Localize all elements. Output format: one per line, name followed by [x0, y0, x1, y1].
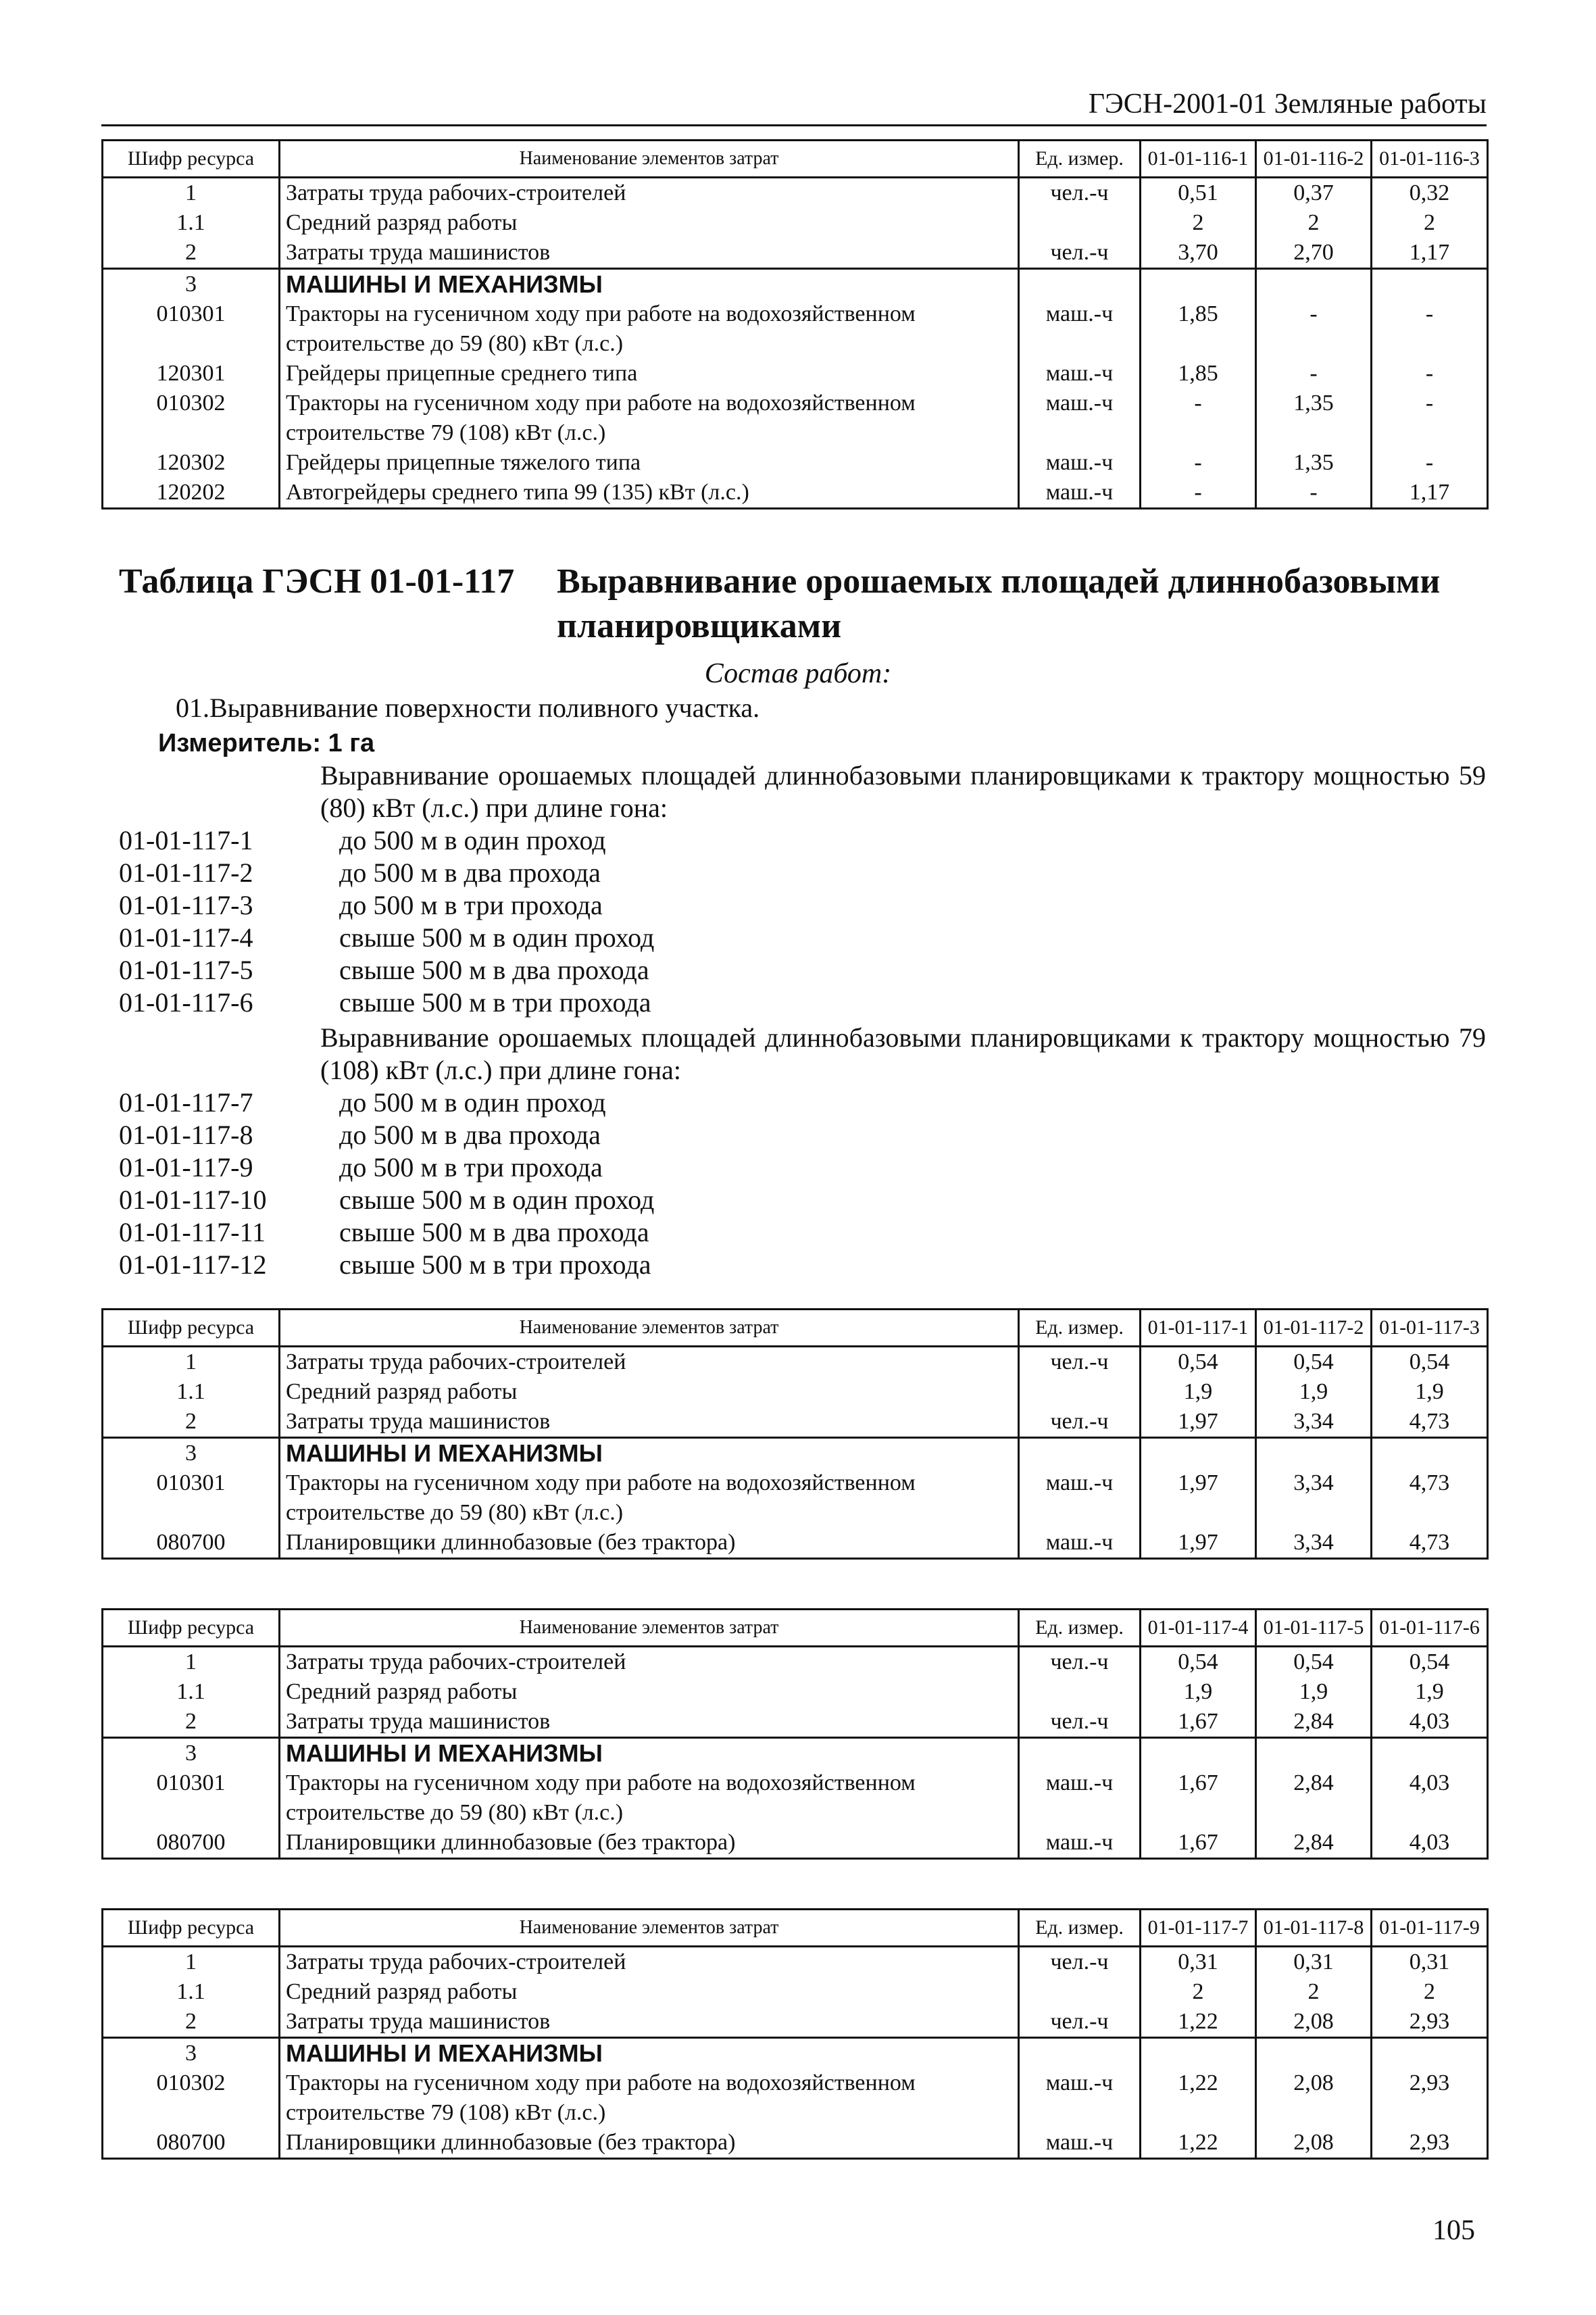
table-row: [103, 178, 1488, 209]
value-cell-2: 1,9: [1256, 1377, 1372, 1407]
value-cell-1: 1,22: [1141, 2068, 1256, 2128]
value-cell-1: 1,97: [1141, 1468, 1256, 1528]
table-row: [103, 238, 1488, 269]
resource-code-cell: 3: [103, 2038, 280, 2069]
unit-cell: маш.-ч: [1019, 2068, 1141, 2128]
unit-cell: чел.-ч: [1019, 1407, 1141, 1438]
resource-code-cell: 010301: [103, 1468, 280, 1528]
value-cell-1: 3,70: [1141, 238, 1256, 269]
unit-cell: чел.-ч: [1019, 2007, 1141, 2038]
value-cell-2: [1256, 1438, 1372, 1469]
resource-code-cell: 2: [103, 1407, 280, 1438]
header-col-3: 01-01-117-6: [1372, 1610, 1488, 1647]
resource-name-cell: Планировщики длиннобазовые (без трактора): [280, 1828, 1019, 1859]
value-cell-3: 1,9: [1372, 1377, 1488, 1407]
value-cell-3: 0,54: [1372, 1647, 1488, 1678]
value-cell-1: -: [1141, 448, 1256, 478]
resource-code-cell: 010301: [103, 1768, 280, 1828]
norm-code: 01-01-117-3: [119, 890, 253, 920]
value-cell-3: 2: [1372, 208, 1488, 238]
header-code: Шифр ресурса: [103, 1310, 280, 1347]
table-row: [103, 2007, 1488, 2038]
resource-code-cell: 1: [103, 178, 280, 209]
value-cell-1: 1,67: [1141, 1707, 1256, 1738]
header-col-3: 01-01-117-9: [1372, 1910, 1488, 1947]
table-row: [103, 1947, 1488, 1978]
value-cell-3: -: [1372, 359, 1488, 389]
resource-code-cell: 120202: [103, 478, 280, 509]
value-cell-3: 2,93: [1372, 2007, 1488, 2038]
table-row: [103, 1407, 1488, 1438]
value-cell-3: 4,73: [1372, 1528, 1488, 1559]
resource-code-cell: 3: [103, 1738, 280, 1769]
norm-text: свыше 500 м в один проход: [339, 1185, 655, 1215]
header-col-3: 01-01-116-3: [1372, 141, 1488, 178]
table-header-row: [103, 141, 1488, 178]
value-cell-1: [1141, 1438, 1256, 1469]
resource-name-cell: Планировщики длиннобазовые (без трактора): [280, 2128, 1019, 2159]
unit-cell: чел.-ч: [1019, 1647, 1141, 1678]
resource-name-cell: Средний разряд работы: [280, 208, 1019, 238]
table-number: Таблица ГЭСН 01-01-117: [119, 562, 515, 601]
resource-name-cell: МАШИНЫ И МЕХАНИЗМЫ: [280, 2038, 1019, 2069]
resource-name-cell: Тракторы на гусеничном ходу при работе на водохозяйственном строительстве до 59 (80) кВт (л.с.): [280, 1468, 1019, 1528]
resource-name-cell: Средний разряд работы: [280, 1677, 1019, 1707]
value-cell-2: [1256, 269, 1372, 300]
header-name: Наименование элементов затрат: [280, 1310, 1019, 1347]
unit-cell: маш.-ч: [1019, 2128, 1141, 2159]
norm-text: до 500 м в два прохода: [339, 857, 601, 888]
value-cell-2: 0,54: [1256, 1647, 1372, 1678]
value-cell-1: -: [1141, 478, 1256, 509]
table-row: [103, 1347, 1488, 1378]
resource-code-cell: 3: [103, 269, 280, 300]
resource-code-cell: 120302: [103, 448, 280, 478]
value-cell-2: 1,35: [1256, 389, 1372, 448]
resource-code-cell: 1.1: [103, 1977, 280, 2007]
table-row: [103, 448, 1488, 478]
table-row: [103, 1468, 1488, 1528]
value-cell-3: 1,9: [1372, 1677, 1488, 1707]
resource-name-cell: МАШИНЫ И МЕХАНИЗМЫ: [280, 1738, 1019, 1769]
work-item: 01.Выравнивание поверхности поливного участка.: [176, 693, 760, 723]
header-col-2: 01-01-117-2: [1256, 1310, 1372, 1347]
header-col-1: 01-01-117-1: [1141, 1310, 1256, 1347]
value-cell-3: -: [1372, 389, 1488, 448]
value-cell-1: 2: [1141, 1977, 1256, 2007]
header-code: Шифр ресурса: [103, 141, 280, 178]
unit-cell: маш.-ч: [1019, 448, 1141, 478]
resource-table-116: [101, 139, 1489, 509]
header-col-1: 01-01-117-4: [1141, 1610, 1256, 1647]
value-cell-3: [1372, 2038, 1488, 2069]
value-cell-3: 4,73: [1372, 1468, 1488, 1528]
resource-name-cell: Затраты труда машинистов: [280, 238, 1019, 269]
resource-code-cell: 1.1: [103, 1377, 280, 1407]
value-cell-2: 0,54: [1256, 1347, 1372, 1378]
resource-code-cell: 010302: [103, 389, 280, 448]
value-cell-2: 3,34: [1256, 1407, 1372, 1438]
unit-cell: [1019, 1677, 1141, 1707]
value-cell-1: [1141, 269, 1256, 300]
resource-name-cell: Грейдеры прицепные среднего типа: [280, 359, 1019, 389]
resource-name-cell: МАШИНЫ И МЕХАНИЗМЫ: [280, 269, 1019, 300]
value-cell-2: 2,08: [1256, 2007, 1372, 2038]
norm-code: 01-01-117-6: [119, 987, 253, 1018]
value-cell-3: 0,32: [1372, 178, 1488, 209]
table-row: [103, 1977, 1488, 2007]
norm-code: 01-01-117-4: [119, 922, 253, 953]
value-cell-1: 1,22: [1141, 2007, 1256, 2038]
table-row: [103, 478, 1488, 509]
unit-cell: чел.-ч: [1019, 238, 1141, 269]
unit-cell: маш.-ч: [1019, 359, 1141, 389]
norm-code: 01-01-117-10: [119, 1185, 267, 1215]
table-row: [103, 208, 1488, 238]
resource-name-cell: Грейдеры прицепные тяжелого типа: [280, 448, 1019, 478]
unit-cell: маш.-ч: [1019, 1768, 1141, 1828]
value-cell-2: 2: [1256, 208, 1372, 238]
resource-name-cell: Затраты труда рабочих-строителей: [280, 178, 1019, 209]
norm-code: 01-01-117-1: [119, 825, 253, 855]
unit-cell: маш.-ч: [1019, 389, 1141, 448]
resource-code-cell: 2: [103, 238, 280, 269]
header-col-2: 01-01-117-8: [1256, 1910, 1372, 1947]
value-cell-2: 0,37: [1256, 178, 1372, 209]
value-cell-2: [1256, 1738, 1372, 1769]
unit-cell: чел.-ч: [1019, 178, 1141, 209]
norm-text: свыше 500 м в два прохода: [339, 955, 649, 985]
value-cell-1: 0,31: [1141, 1947, 1256, 1978]
header-name: Наименование элементов затрат: [280, 1610, 1019, 1647]
norm-code: 01-01-117-12: [119, 1249, 267, 1280]
value-cell-2: 2,08: [1256, 2128, 1372, 2159]
table-row: [103, 1828, 1488, 1859]
value-cell-1: 0,54: [1141, 1647, 1256, 1678]
table-row: [103, 1768, 1488, 1828]
resource-code-cell: 080700: [103, 1828, 280, 1859]
header-col-2: 01-01-116-2: [1256, 141, 1372, 178]
resource-name-cell: Средний разряд работы: [280, 1377, 1019, 1407]
value-cell-2: 2,84: [1256, 1707, 1372, 1738]
unit-cell: чел.-ч: [1019, 1947, 1141, 1978]
header-code: Шифр ресурса: [103, 1610, 280, 1647]
value-cell-1: [1141, 1738, 1256, 1769]
value-cell-1: [1141, 2038, 1256, 2069]
resource-code-cell: 010302: [103, 2068, 280, 2128]
unit-cell: маш.-ч: [1019, 1468, 1141, 1528]
value-cell-3: [1372, 1738, 1488, 1769]
norm-text: до 500 м в один проход: [339, 1087, 606, 1118]
header-col-2: 01-01-117-5: [1256, 1610, 1372, 1647]
norm-code: 01-01-117-9: [119, 1152, 253, 1183]
value-cell-1: 1,22: [1141, 2128, 1256, 2159]
value-cell-2: 0,31: [1256, 1947, 1372, 1978]
value-cell-1: -: [1141, 389, 1256, 448]
value-cell-1: 1,9: [1141, 1677, 1256, 1707]
value-cell-3: 1,17: [1372, 478, 1488, 509]
norm-code: 01-01-117-8: [119, 1120, 253, 1150]
resource-name-cell: Тракторы на гусеничном ходу при работе на водохозяйственном строительстве 79 (108) кВт (л.с.): [280, 389, 1019, 448]
unit-cell: чел.-ч: [1019, 1707, 1141, 1738]
value-cell-3: 4,03: [1372, 1828, 1488, 1859]
table-row: [103, 1738, 1488, 1769]
unit-cell: [1019, 1377, 1141, 1407]
resource-table-117-4: [101, 1608, 1489, 1860]
norm-code: 01-01-117-2: [119, 857, 253, 888]
unit-cell: маш.-ч: [1019, 478, 1141, 509]
resource-code-cell: 2: [103, 2007, 280, 2038]
resource-table-117-1: [101, 1308, 1489, 1560]
resource-name-cell: Затраты труда рабочих-строителей: [280, 1347, 1019, 1378]
value-cell-1: 1,97: [1141, 1528, 1256, 1559]
value-cell-3: 4,73: [1372, 1407, 1488, 1438]
unit-cell: [1019, 1977, 1141, 2007]
table-row: [103, 1528, 1488, 1559]
value-cell-3: 0,54: [1372, 1347, 1488, 1378]
value-cell-2: 2,84: [1256, 1828, 1372, 1859]
value-cell-2: 3,34: [1256, 1528, 1372, 1559]
value-cell-3: -: [1372, 448, 1488, 478]
resource-name-cell: Тракторы на гусеничном ходу при работе на водохозяйственном строительстве 79 (108) кВт (л.с.): [280, 2068, 1019, 2128]
norm-text: до 500 м в один проход: [339, 825, 606, 855]
value-cell-2: [1256, 2038, 1372, 2069]
unit-cell: маш.-ч: [1019, 1528, 1141, 1559]
table-row: [103, 2068, 1488, 2128]
unit-cell: [1019, 1438, 1141, 1469]
header-name: Наименование элементов затрат: [280, 1910, 1019, 1947]
table-row: [103, 2128, 1488, 2159]
norm-description-2: Выравнивание орошаемых площадей длиннобазовыми планировщиками к трактору мощностью 79 (108) кВт (л.с.) при длине гона:: [320, 1022, 1486, 1085]
header-unit: Ед. измер.: [1019, 1910, 1141, 1947]
value-cell-2: 2,08: [1256, 2068, 1372, 2128]
header-col-1: 01-01-117-7: [1141, 1910, 1256, 1947]
value-cell-1: 1,9: [1141, 1377, 1256, 1407]
value-cell-2: 1,35: [1256, 448, 1372, 478]
value-cell-2: -: [1256, 478, 1372, 509]
value-cell-3: [1372, 269, 1488, 300]
table-row: [103, 1677, 1488, 1707]
resource-code-cell: 1.1: [103, 1677, 280, 1707]
table-row: [103, 299, 1488, 359]
value-cell-1: 0,51: [1141, 178, 1256, 209]
unit-cell: чел.-ч: [1019, 1347, 1141, 1378]
resource-name-cell: Тракторы на гусеничном ходу при работе на водохозяйственном строительстве до 59 (80) кВт (л.с.): [280, 299, 1019, 359]
resource-name-cell: Автогрейдеры среднего типа 99 (135) кВт (л.с.): [280, 478, 1019, 509]
value-cell-3: 2,93: [1372, 2068, 1488, 2128]
value-cell-2: 3,34: [1256, 1468, 1372, 1528]
composition-heading: Состав работ:: [704, 658, 892, 689]
norm-text: свыше 500 м в три прохода: [339, 1249, 651, 1280]
norm-description-1: Выравнивание орошаемых площадей длиннобазовыми планировщиками к трактору мощностью 59 (80) кВт (л.с.) при длине гона:: [320, 760, 1486, 823]
header-col-1: 01-01-116-1: [1141, 141, 1256, 178]
table-row: [103, 389, 1488, 448]
table-title: Выравнивание орошаемых площадей длиннобазовыми планировщиками: [557, 562, 1441, 645]
unit-cell: [1019, 269, 1141, 300]
value-cell-3: 1,17: [1372, 238, 1488, 269]
value-cell-3: [1372, 1438, 1488, 1469]
resource-code-cell: 1.1: [103, 208, 280, 238]
resource-name-cell: Затраты труда рабочих-строителей: [280, 1947, 1019, 1978]
value-cell-3: 0,31: [1372, 1947, 1488, 1978]
value-cell-1: 1,85: [1141, 299, 1256, 359]
value-cell-1: 2: [1141, 208, 1256, 238]
unit-cell: маш.-ч: [1019, 1828, 1141, 1859]
table-row: [103, 2038, 1488, 2069]
table-header-row: [103, 1910, 1488, 1947]
norm-text: до 500 м в три прохода: [339, 1152, 603, 1183]
value-cell-3: 4,03: [1372, 1707, 1488, 1738]
table-row: [103, 359, 1488, 389]
table-row: [103, 1707, 1488, 1738]
resource-name-cell: Затраты труда машинистов: [280, 1707, 1019, 1738]
running-header: ГЭСН-2001-01 Земляные работы: [101, 86, 1487, 126]
value-cell-2: 2,84: [1256, 1768, 1372, 1828]
resource-name-cell: Затраты труда машинистов: [280, 1407, 1019, 1438]
norm-code: 01-01-117-11: [119, 1217, 266, 1247]
table-header-row: [103, 1310, 1488, 1347]
header-name: Наименование элементов затрат: [280, 141, 1019, 178]
resource-code-cell: 080700: [103, 2128, 280, 2159]
norm-text: до 500 м в три прохода: [339, 890, 603, 920]
norm-text: свыше 500 м в два прохода: [339, 1217, 649, 1247]
resource-table-117-7: [101, 1908, 1489, 2160]
norm-text: свыше 500 м в один проход: [339, 922, 655, 953]
resource-name-cell: Затраты труда рабочих-строителей: [280, 1647, 1019, 1678]
value-cell-1: 1,67: [1141, 1768, 1256, 1828]
resource-name-cell: МАШИНЫ И МЕХАНИЗМЫ: [280, 1438, 1019, 1469]
header-col-3: 01-01-117-3: [1372, 1310, 1488, 1347]
resource-code-cell: 1: [103, 1647, 280, 1678]
value-cell-2: -: [1256, 359, 1372, 389]
page-number: 105: [1432, 2215, 1475, 2246]
resource-code-cell: 1: [103, 1347, 280, 1378]
value-cell-3: 4,03: [1372, 1768, 1488, 1828]
resource-code-cell: 3: [103, 1438, 280, 1469]
value-cell-2: 1,9: [1256, 1677, 1372, 1707]
resource-code-cell: 2: [103, 1707, 280, 1738]
value-cell-1: 0,54: [1141, 1347, 1256, 1378]
resource-code-cell: 080700: [103, 1528, 280, 1559]
norm-code: 01-01-117-5: [119, 955, 253, 985]
unit-cell: [1019, 1738, 1141, 1769]
header-code: Шифр ресурса: [103, 1910, 280, 1947]
resource-code-cell: 010301: [103, 299, 280, 359]
value-cell-3: 2: [1372, 1977, 1488, 2007]
header-unit: Ед. измер.: [1019, 141, 1141, 178]
value-cell-3: -: [1372, 299, 1488, 359]
value-cell-1: 1,67: [1141, 1828, 1256, 1859]
measure-unit: Измеритель: 1 га: [158, 729, 375, 757]
value-cell-2: 2,70: [1256, 238, 1372, 269]
value-cell-1: 1,97: [1141, 1407, 1256, 1438]
unit-cell: [1019, 208, 1141, 238]
norm-code: 01-01-117-7: [119, 1087, 253, 1118]
table-row: [103, 269, 1488, 300]
header-unit: Ед. измер.: [1019, 1310, 1141, 1347]
value-cell-3: 2,93: [1372, 2128, 1488, 2159]
resource-name-cell: Средний разряд работы: [280, 1977, 1019, 2007]
value-cell-2: -: [1256, 299, 1372, 359]
unit-cell: [1019, 2038, 1141, 2069]
norm-text: до 500 м в два прохода: [339, 1120, 601, 1150]
resource-name-cell: Планировщики длиннобазовые (без трактора): [280, 1528, 1019, 1559]
unit-cell: маш.-ч: [1019, 299, 1141, 359]
header-unit: Ед. измер.: [1019, 1610, 1141, 1647]
table-header-row: [103, 1610, 1488, 1647]
value-cell-2: 2: [1256, 1977, 1372, 2007]
resource-code-cell: 1: [103, 1947, 280, 1978]
value-cell-1: 1,85: [1141, 359, 1256, 389]
table-row: [103, 1647, 1488, 1678]
table-row: [103, 1438, 1488, 1469]
resource-name-cell: Затраты труда машинистов: [280, 2007, 1019, 2038]
norm-text: свыше 500 м в три прохода: [339, 987, 651, 1018]
resource-name-cell: Тракторы на гусеничном ходу при работе на водохозяйственном строительстве до 59 (80) кВт (л.с.): [280, 1768, 1019, 1828]
resource-code-cell: 120301: [103, 359, 280, 389]
table-row: [103, 1377, 1488, 1407]
